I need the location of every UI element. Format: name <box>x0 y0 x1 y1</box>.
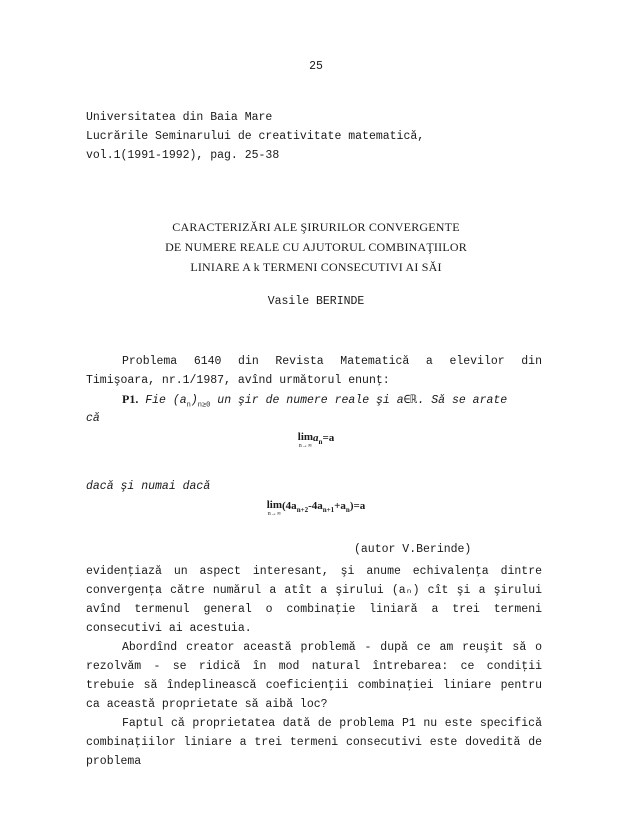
body-line-6: rezolvăm - se ridică în mod natural întrebarea: ce condiţii <box>86 660 542 673</box>
body-line-7: trebuie să îndeplinească coeficienţii combinaţiei liniare pentru <box>86 679 542 692</box>
problem-label: P1. <box>122 392 139 406</box>
problem-text-b: ) <box>190 394 198 407</box>
body-line-1: evidenţiază un aspect interesant, şi anume echivalenţa dintre <box>86 565 542 578</box>
problem-text-c: un şir de numere reale şi a∈ℝ. Să se arate <box>210 394 508 407</box>
problem-sub-n0: n≥0 <box>197 401 211 410</box>
page-number: 25 <box>309 60 323 73</box>
title-line-3: LINIARE A k TERMENI CONSECUTIVI AI SĂI <box>190 260 442 274</box>
title-line-2: DE NUMERE REALE CU AJUTORUL COMBINAŢIILOR <box>165 240 467 254</box>
body-line-10: combinaţiilor liniare a trei termeni consecutivi este dovedită de <box>86 736 542 749</box>
body-line-8: ca această proprietate să aibă loc? <box>86 698 328 711</box>
intro-line-1: Problema 6140 din Revista Matematică a elevilor din <box>122 355 542 368</box>
attribution: (autor V.Berinde) <box>354 543 472 556</box>
header-institution: Universitatea din Baia Mare <box>86 111 273 124</box>
body-line-11: problema <box>86 755 142 768</box>
body-line-5: Abordînd creator această problemă - după ce am reuşit să o <box>122 641 542 654</box>
title-line-1: CARACTERIZĂRI ALE ŞIRURILOR CONVERGENTE <box>172 220 460 234</box>
header-volume: vol.1(1991-1992), pag. 25-38 <box>86 149 280 162</box>
intro-line-2: Timişoara, nr.1/1987, avînd următorul enunţ: <box>86 374 390 387</box>
body-line-9: Faptul că proprietatea dată de problema P1 nu este specifică <box>122 717 542 730</box>
lim-operator-2: lim n→∞ <box>266 499 283 517</box>
body-line-3: avînd termenul general o combinaţie liniară a trei termeni <box>86 603 542 616</box>
author-name: Vasile BERINDE <box>267 295 365 308</box>
problem-line-2: că <box>86 412 100 425</box>
lim-operator: lim n→∞ <box>297 431 314 449</box>
iff-text: dacă şi numai dacă <box>86 480 211 493</box>
body-line-2: convergenţa către numărul a atît a şirului (aₙ) cît şi a şirului <box>86 584 542 597</box>
formula-limit-an: lim n→∞ $a_n=a$ <box>297 431 335 449</box>
header-journal: Lucrările Seminarului de creativitate matematică, <box>86 130 425 143</box>
problem-text-a: Fie (a <box>145 394 187 407</box>
formula-limit-combination: lim n→∞ $(4a_{n+2}-4a_{n+1}+a_n)=a$ <box>266 499 366 517</box>
problem-sub-n: n <box>186 401 191 410</box>
body-line-4: consecutivi ai acestuia. <box>86 622 252 635</box>
